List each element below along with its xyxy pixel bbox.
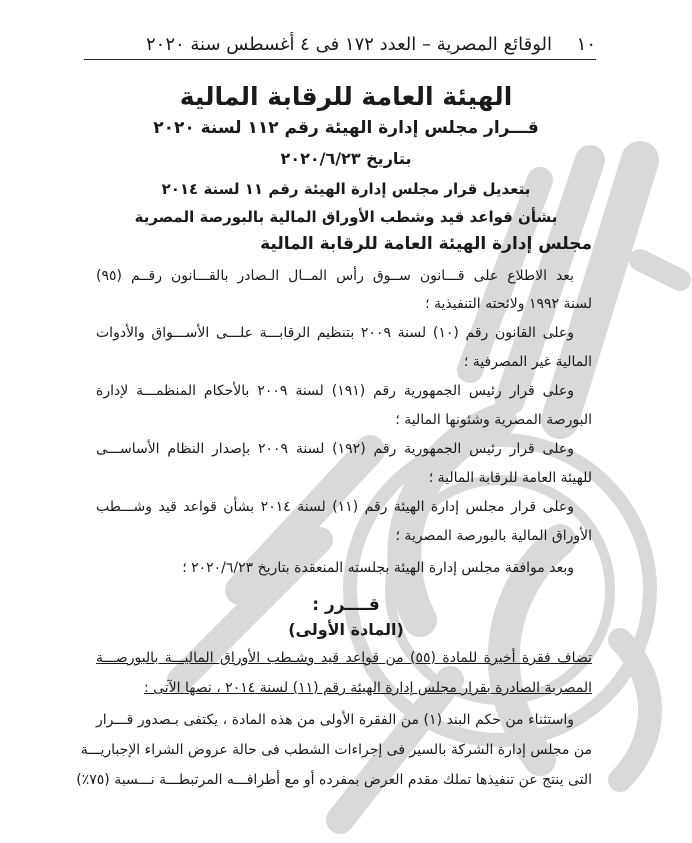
preamble-line: وبعد موافقة مجلس إدارة الهيئة بجلسته المنعقدة بتاريخ ٢٠٢٠/٦/٢٣ ؛: [182, 560, 574, 576]
article-line: واستثناء من حكم البند (١) من الفقرة الأولى من هذه المادة ، يكتفى بـصدور قـــرار: [96, 712, 574, 728]
article-line: من مجلس إدارة الشركة بالسير فى إجراءات الشطب فى حالة عروض الشراء الإجباريـــة: [80, 742, 592, 758]
preamble-line: وعلى قرار رئيس الجمهورية رقم (١٩١) لسنة ٢٠٠٩ بالأحكام المنظمـــة لإدارة: [96, 383, 574, 399]
preamble-line: وعلى قرار رئيس الجمهورية رقم (١٩٢) لسنة ٢٠٠٩ بإصدار النظام الأساســـى: [96, 441, 574, 457]
decree-date: بتاريخ ٢٠٢٠/٦/٢٣: [280, 149, 412, 168]
decree-title: قـــرار مجلس إدارة الهيئة رقم ١١٢ لسنة ٢٠٢٠: [153, 118, 539, 138]
decree-subject-2: بشأن قواعد قيد وشطب الأوراق المالية بالبورصة المصرية: [134, 208, 558, 226]
article-line: تضاف فقرة أخيرة للمادة (٥٥) من قواعد قيد وشـطب الأوراق الماليـــة بالبورصـــة: [96, 650, 592, 666]
article-line: المصرية الصادرة بقرار مجلس إدارة الهيئة رقم (١١) لسنة ٢٠١٤ ، نصها الآتى :: [143, 680, 592, 696]
preamble-line: وعلى قرار مجلس إدارة الهيئة رقم (١١) لسنة ٢٠١٤ بشأن قواعد قيد وشـــطب: [96, 499, 574, 515]
decided-heading: قــــرر :: [312, 595, 380, 615]
decree-subject-1: بتعديل قرار مجلس إدارة الهيئة رقم ١١ لسنة ٢٠١٤: [161, 180, 531, 198]
preamble-line: بعد الاطلاع على قـــانون ســوق رأس المــال الـصادر بالقـــانون رقــم (٩٥): [96, 268, 574, 284]
header-divider: [84, 59, 596, 60]
preamble-line: وعلى القانون رقم (١٠) لسنة ٢٠٠٩ بتنظيم الرقابـــة علـــى الأســـواق والأدوات: [96, 325, 574, 341]
gazette-issue-title: الوقائع المصرية – العدد ١٧٢ فى ٤ أغسطس سنة ٢٠٢٠: [145, 34, 552, 55]
preamble-line: الأوراق المالية بالبورصة المصرية ؛: [395, 528, 592, 544]
preamble-line: البورصة المصرية وشئونها المالية ؛: [395, 412, 592, 428]
article-1-heading: (المادة الأولى): [288, 620, 404, 639]
page-number: ١٠: [576, 34, 596, 55]
article-line: التى ينتج عن تنفيذها تملك مقدم العرض بمفرده أو مع أطرافـــه المرتبطـــة نـــسبة (٧٥٪): [76, 772, 592, 788]
preamble-line: للهيئة العامة للرقابة المالية ؛: [428, 470, 592, 486]
board-title: مجلس إدارة الهيئة العامة للرقابة المالية: [260, 234, 592, 254]
preamble-line: المالية غير المصرفية ؛: [463, 354, 592, 370]
gazette-header: [84, 30, 596, 60]
preamble-line: لسنة ١٩٩٢ ولائحته التنفيذية ؛: [425, 296, 592, 312]
authority-title: الهيئة العامة للرقابة المالية: [179, 82, 513, 111]
